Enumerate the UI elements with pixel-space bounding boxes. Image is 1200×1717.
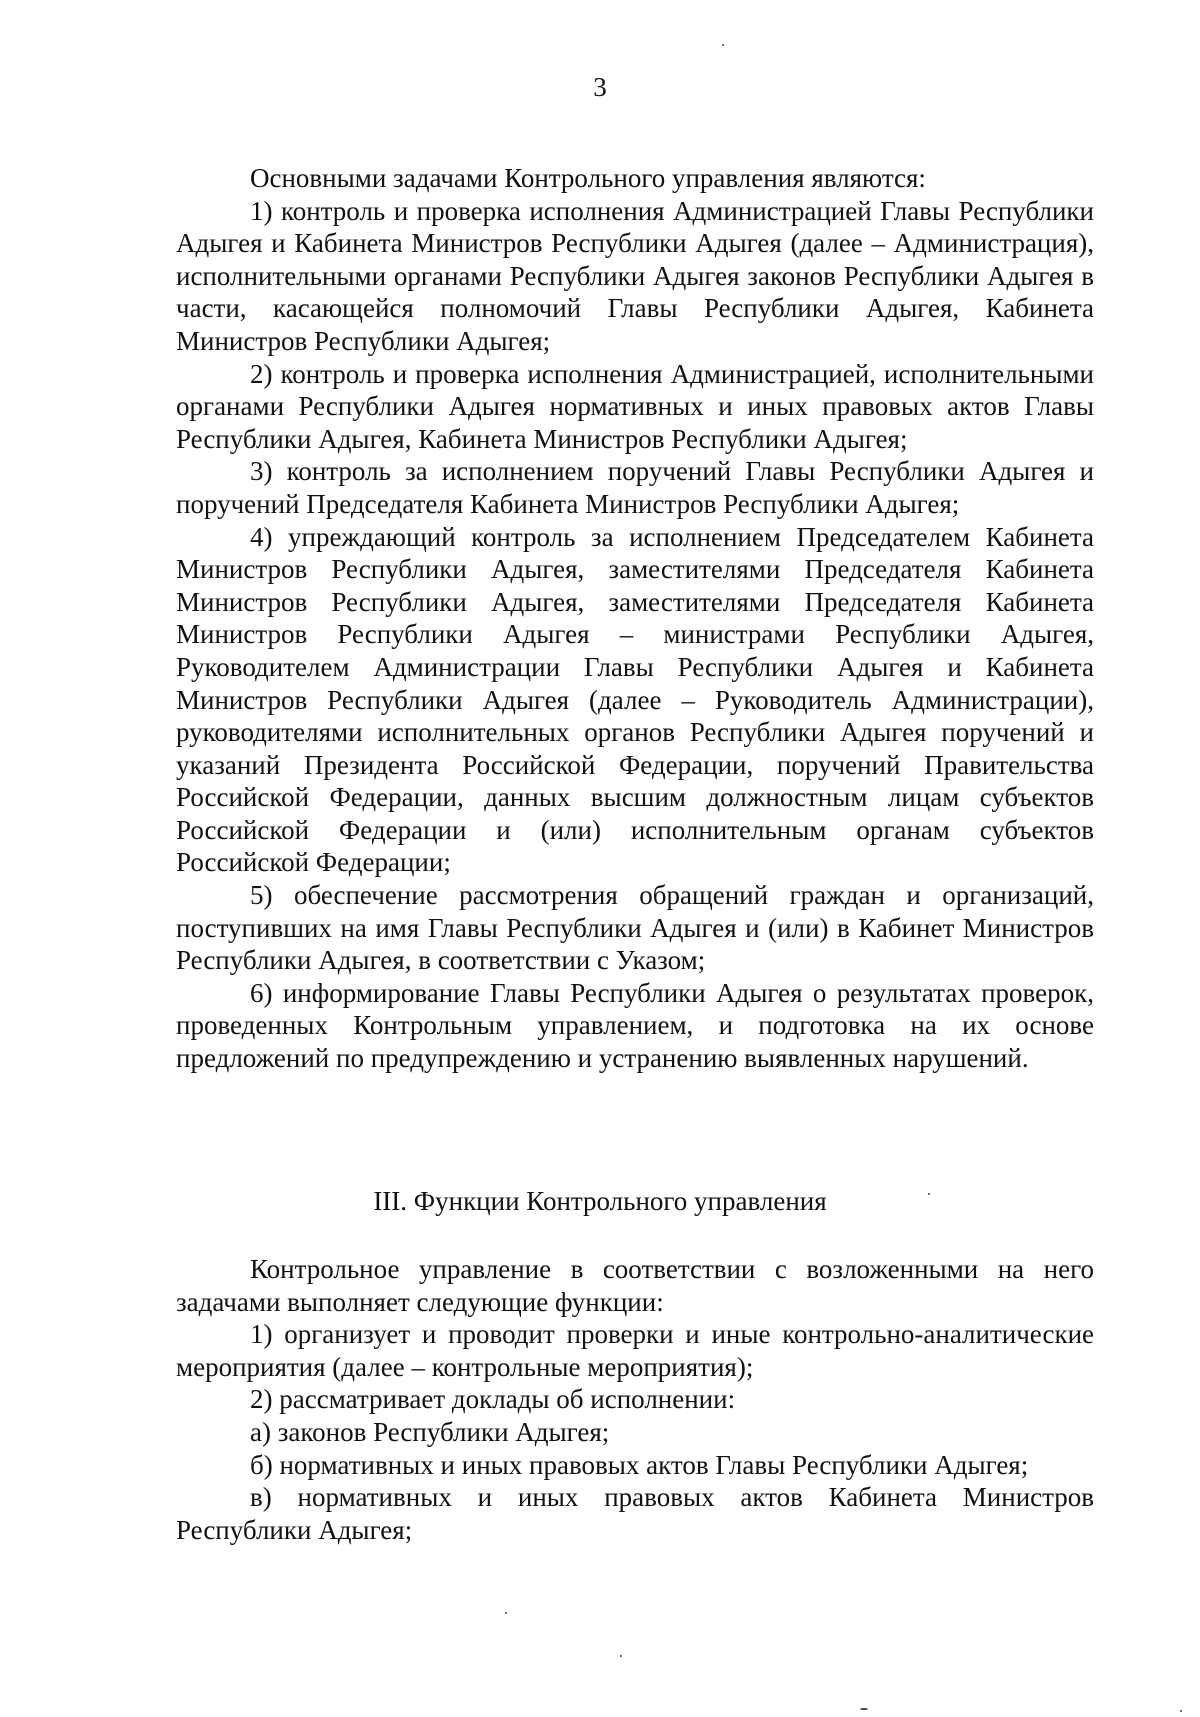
scan-speck	[505, 1612, 507, 1614]
scan-speck	[620, 1655, 622, 1657]
tasks-intro: Основными задачами Контрольного управления являются:	[250, 163, 926, 193]
function-item-1: 1) организует и проводит проверки и иные контрольно-аналитические мероприятия (далее – контрольные мероприятия);	[176, 1319, 1094, 1382]
tasks-section	[176, 162, 1094, 1075]
page-number: 3	[593, 72, 607, 102]
task-item-3: 3) контроль за исполнением поручений Главы Республики Адыгея и поручений Председателя Кабинета Министров Республики Адыгея;	[176, 456, 1094, 519]
scan-speck	[860, 1708, 868, 1710]
task-item-5: 5) обеспечение рассмотрения обращений граждан и организаций, поступивших на имя Главы Республики Адыгея и (или) в Кабинет Министров Республики Адыгея, в соответствии с Указом;	[176, 880, 1094, 976]
task-item-2: 2) контроль и проверка исполнения Администрацией, исполнительными органами Республики Адыгея нормативных и иных правовых актов Главы Республики Адыгея, Кабинета Министров Республики Адыгея;	[176, 358, 1094, 454]
functions-intro: Контрольное управление в соответствии с возложенными на него задачами выполняет следующие функции:	[176, 1254, 1094, 1317]
functions-section	[176, 1253, 1094, 1546]
function-item-2b: б) нормативных и иных правовых актов Главы Республики Адыгея;	[250, 1449, 1029, 1480]
task-item-6: 6) информирование Главы Республики Адыгея о результатах проверок, проведенных Контрольным управлением, и подготовка на их основе предложений по предупреждению и устранению выявленных нарушений.	[176, 977, 1094, 1074]
function-item-2a: а) законов Республики Адыгея;	[250, 1416, 610, 1447]
scan-speck	[928, 1193, 930, 1195]
task-item-4: 4) упреждающий контроль за исполнением Председателем Кабинета Министров Республики Адыгея, заместителями Председателя Кабинета Министров Республики Адыгея, заместителями Председателя Кабинета Министров Республики Адыгея – министрами Республики Адыгея, Руководителем Администрации Главы Республики Адыгея и Кабинета Министров Республики Адыгея (далее – Руководитель Администрации), руководителями исполнительных органов Республики Адыгея поручений и указаний Президента Российской Федерации, поручений Правительства Российской Федерации, данных высшим должностным лицам субъектов Российской Федерации и (или) исполнительным органам субъектов Российской Федерации;	[176, 521, 1094, 878]
function-item-2v: в) нормативных и иных правовых актов Кабинета Министров Республики Адыгея;	[176, 1482, 1094, 1545]
task-item-1: 1) контроль и проверка исполнения Администрацией Главы Республики Адыгея и Кабинета Министров Республики Адыгея (далее – Администрация), исполнительными органами Республики Адыгея законов Республики Адыгея в части, касающейся полномочий Главы Республики Адыгея, Кабинета Министров Республики Адыгея;	[176, 195, 1094, 356]
scan-speck	[1180, 1710, 1182, 1712]
function-item-2: 2) рассматривает доклады об исполнении:	[250, 1384, 736, 1415]
scan-speck	[722, 44, 724, 46]
section-heading-functions: III. Функции Контрольного управления	[373, 1186, 827, 1216]
